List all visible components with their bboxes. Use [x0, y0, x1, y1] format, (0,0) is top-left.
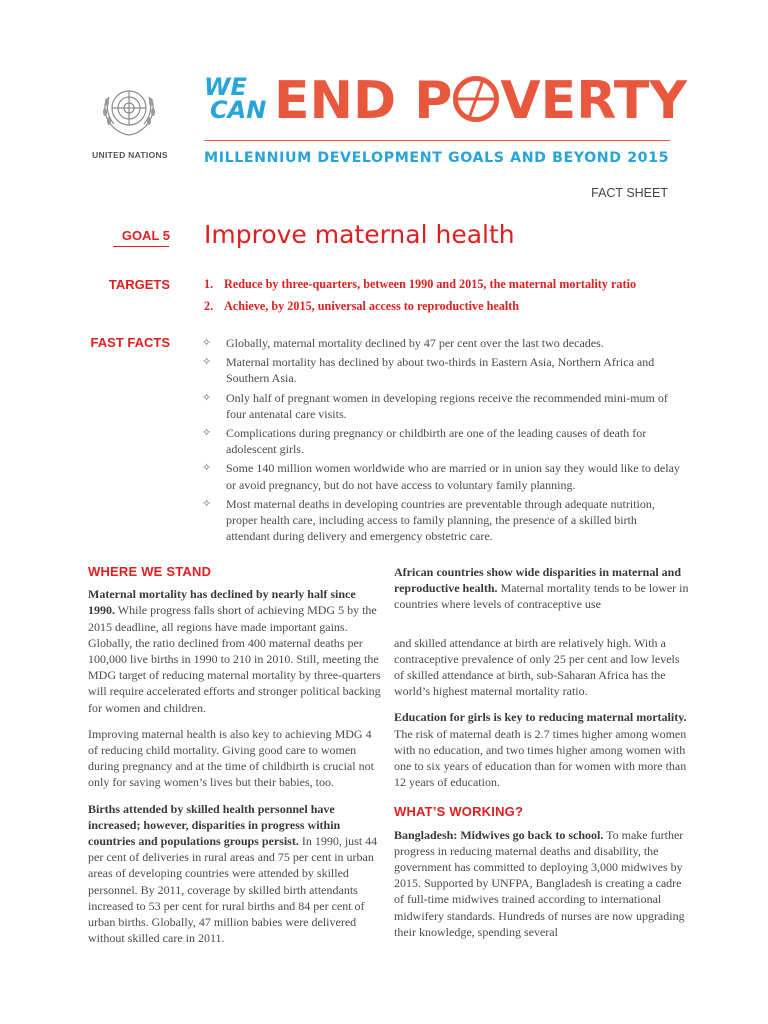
paragraph-lead: Bangladesh: Midwives go back to school.: [394, 827, 604, 842]
diamond-bullet-icon: ✧: [202, 355, 212, 369]
where-we-stand-heading: WHERE WE STAND: [88, 564, 212, 579]
paragraph-text: and skilled attendance at birth are relatively high. With a contraceptive prevalence of only 25 per cent and low levels of skilled attendance at birth, sub-Saharan Africa has the world’s highest maternal mortality ratio.: [394, 635, 680, 699]
paragraph-lead: Births attended by skilled health personnel have increased; however, disparities in progress within countries and populations groups persist.: [88, 801, 341, 849]
fact-text: Some 140 million women worldwide who are married or in union say they would like to delay or avoid pregnancy, but do not have access to voluntary family planning.: [226, 461, 680, 492]
header-divider: [204, 140, 670, 141]
paragraph: [394, 564, 690, 613]
paragraph: [394, 709, 690, 790]
fact-item: [202, 496, 680, 545]
goal-underline: [113, 246, 169, 247]
paragraph-lead: Maternal mortality has declined by nearly half since 1990.: [88, 587, 356, 618]
paragraph-text: Maternal mortality tends to be lower in countries where levels of contraceptive use: [394, 581, 689, 612]
paragraph-text: To make further progress in reducing maternal deaths and disability, the government has committed to deploying 3,000 midwives by 2015. Supported by UNFPA, Bangladesh is creating a cadre of full-time midwives trained according to international midwifery standards. Hundreds of nurses are now upgrading their knowledge, spending several: [394, 827, 685, 939]
can-text: CAN: [210, 95, 267, 124]
we-can-logo-text: [204, 73, 270, 134]
paragraph: [88, 586, 384, 716]
mdg-tagline: MILLENNIUM DEVELOPMENT GOALS AND BEYOND 2015: [204, 150, 670, 166]
fact-text: Maternal mortality has declined by about two-thirds in Eastern Asia, Northern Africa and Southern Asia.: [226, 355, 655, 386]
fact-text: Complications during pregnancy or childbirth are one of the leading causes of death for adolescent girls.: [226, 426, 647, 457]
goal-title: Improve maternal health: [204, 220, 515, 249]
whats-working-heading: WHAT’S WORKING?: [394, 804, 524, 820]
paragraph: [88, 801, 384, 947]
fact-item: [202, 460, 680, 492]
paragraph: [394, 827, 690, 940]
end-p-text: END P: [274, 71, 453, 131]
doc-type-label: FACT SHEET: [591, 186, 668, 200]
diamond-bullet-icon: ✧: [202, 390, 212, 404]
diamond-bullet-icon: ✧: [202, 426, 212, 440]
diamond-bullet-icon: ✧: [202, 461, 212, 475]
diamond-bullet-icon: ✧: [202, 336, 212, 349]
fact-text: Only half of pregnant women in developing regions receive the recommended mini-mum of four antenatal care visits.: [226, 390, 668, 421]
target-text: Reduce by three-quarters, between 1990 and 2015, the maternal mortality ratio: [224, 277, 637, 291]
end-poverty-logo: [274, 70, 687, 132]
paragraph-lead: Education for girls is key to reducing maternal mortality.: [394, 710, 687, 725]
fact-item: [202, 335, 680, 351]
fact-item: [202, 425, 680, 457]
un-label: UNITED NATIONS: [92, 150, 168, 160]
we-text: WE: [204, 73, 247, 101]
right-column: [394, 564, 690, 950]
fast-facts-label: FAST FACTS: [90, 335, 170, 350]
paragraph-text: In 1990, just 44 per cent of deliveries in rural areas and 75 per cent in urban areas of developing countries were attended by skilled personnel. By 2011, coverage by skilled birth attendants increased to 53 per cent for rural births and 84 per cent of urban births. Globally, 47 million babies were delivered without skilled care in 2011.: [88, 834, 378, 946]
target-number: 2.: [204, 299, 214, 313]
target-number: 1.: [204, 277, 214, 291]
paragraph-text: The risk of maternal death is 2.7 times higher among women with no education, and two times higher among women with one to six years of education than for women with more than 12 years of education.: [394, 726, 687, 790]
paragraph-text: Improving maternal health is also key to achieving MDG 4 of reducing child mortality. Giving good care to women during pregnancy and at the time of childbirth is crucial not only for saving women’s lives but their babies, too.: [88, 726, 374, 790]
target-item: [204, 299, 704, 313]
goal-label: GOAL 5: [121, 228, 170, 243]
paragraph-text: While progress falls short of achieving MDG 5 by the 2015 deadline, all regions have made important gains. Globally, the ratio declined from 400 maternal deaths per 100,000 live births in 1990 to 210 in 2010. Still, meeting the MDG target of reducing maternal mortality by three-quarters will require accelerated efforts and stronger political backing for women and children.: [88, 603, 381, 715]
target-text: Achieve, by 2015, universal access to reproductive health: [224, 299, 520, 313]
diamond-bullet-icon: ✧: [202, 496, 212, 510]
globe-o-icon: [453, 76, 499, 122]
verty-text: VERTY: [500, 71, 688, 131]
target-item: [204, 277, 704, 291]
fast-facts-list: [202, 335, 680, 547]
targets-label: TARGETS: [108, 277, 170, 292]
fact-text: Globally, maternal mortality declined by 47 per cent over the last two decades.: [226, 336, 604, 350]
un-emblem-icon: [98, 80, 160, 140]
fact-text: Most maternal deaths in developing countries are preventable through adequate nutrition, proper health care, including access to family planning, the presence of a skilled birth attendant during delivery and emergency obstetric care.: [226, 496, 655, 544]
paragraph-lead: African countries show wide disparities in maternal and reproductive health.: [394, 565, 682, 596]
targets-list: [204, 277, 704, 321]
fact-item: [202, 390, 680, 422]
paragraph: [88, 726, 384, 791]
left-column: [88, 564, 384, 956]
paragraph: [394, 635, 690, 700]
fact-item: [202, 354, 680, 386]
